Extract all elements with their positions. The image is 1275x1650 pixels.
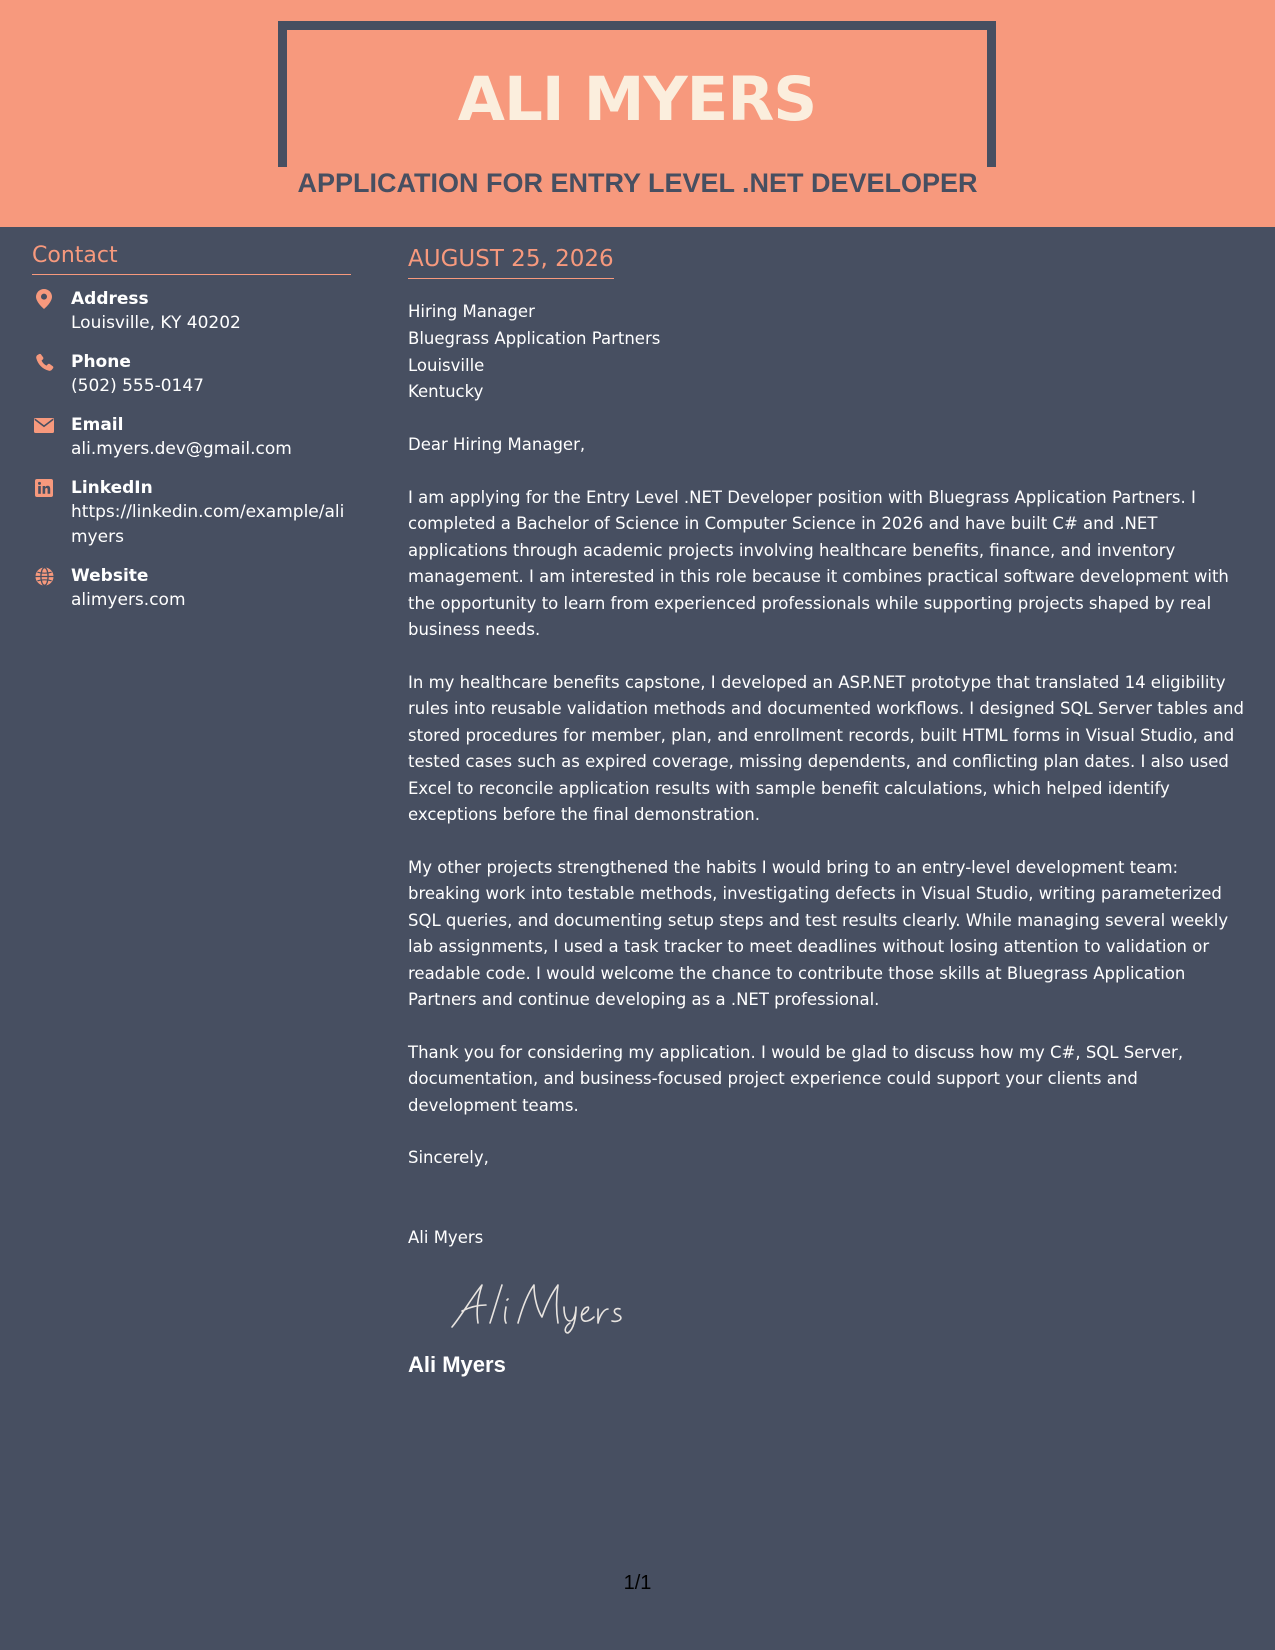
body-paragraph: Thank you for considering my application. I would be glad to discuss how my C#, SQL Server, documentation, and business-focused project experience could support your clients and development teams. — [408, 1042, 1184, 1115]
contact-label: Address — [71, 289, 149, 309]
contact-item-phone — [32, 350, 351, 399]
applicant-name: ALI MYERS — [457, 64, 817, 135]
recipient-block — [408, 299, 1248, 406]
contact-sidebar — [32, 240, 351, 627]
contact-value: (502) 555-0147 — [71, 376, 204, 396]
contact-label: Website — [71, 566, 149, 586]
contact-label: Phone — [71, 352, 131, 372]
letter-body — [408, 242, 1248, 1381]
contact-value: Louisville, KY 40202 — [71, 313, 241, 333]
recipient-line: Kentucky — [408, 382, 484, 402]
recipient-line: Bluegrass Application Partners — [408, 328, 661, 348]
envelope-icon — [33, 413, 55, 437]
job-title: APPLICATION FOR ENTRY LEVEL .NET DEVELOPER — [297, 168, 978, 198]
phone-icon — [33, 350, 55, 374]
body-paragraph: In my healthcare benefits capstone, I developed an ASP.NET prototype that translated 14 eligibility rules into reusable validation methods and documented workflows. I designed SQL Server tables and stored procedures for member, plan, and enrollment records, built HTML forms in Visual Studio, and tested cases such as expired coverage, missing dependents, and conflicting plan dates. I also used Excel to reconcile application results with sample benefit calculations, which helped identify exceptions before the final demonstration. — [408, 672, 1244, 825]
body-paragraph: My other projects strengthened the habits I would bring to an entry-level development team: breaking work into testable methods, investigating defects in Visual Studio, writing parameterized SQL queries, and documenting setup steps and test results clearly. While managing several weekly lab assignments, I used a task tracker to meet deadlines without losing attention to validation or readable code. I would welcome the chance to contribute those skills at Bluegrass Application Partners and continue developing as a .NET professional. — [408, 857, 1229, 1010]
closing: Sincerely, — [408, 1148, 489, 1168]
contact-item-email — [32, 413, 351, 462]
contact-item-address — [32, 287, 351, 336]
letter-date: AUGUST 25, 2026 — [408, 242, 614, 279]
contact-value: ali.myers.dev@gmail.com — [71, 439, 292, 459]
contact-label: LinkedIn — [71, 478, 153, 498]
signature-block-name: Ali Myers — [408, 1352, 506, 1378]
contact-value[interactable]: alimyers.com — [71, 590, 186, 610]
contact-item-linkedin — [32, 476, 351, 550]
recipient-line: Hiring Manager — [408, 302, 535, 321]
salutation: Dear Hiring Manager, — [408, 435, 586, 455]
contact-list — [32, 287, 351, 613]
globe-icon — [33, 564, 55, 588]
linkedin-icon — [33, 476, 55, 500]
handwritten-signature — [448, 1275, 1248, 1335]
contact-heading: Contact — [32, 240, 351, 275]
recipient-line: Louisville — [408, 355, 485, 375]
map-pin-icon — [33, 287, 55, 311]
header-banner — [0, 0, 1275, 227]
page-number: 1/1 — [623, 1572, 652, 1594]
body-paragraph: I am applying for the Entry Level .NET Developer position with Bluegrass Application Partners. I completed a Bachelor of Science in Computer Science in 2026 and have built C# and .NET applications through academic projects involving healthcare benefits, finance, and inventory management. I am interested in this role because it combines practical software development with the opportunity to learn from experienced professionals while supporting projects shaped by real business needs. — [408, 487, 1229, 640]
contact-item-website — [32, 564, 351, 613]
contact-label: Email — [71, 415, 124, 435]
contact-value[interactable]: https://linkedin.com/example/alimyers — [71, 502, 345, 547]
closing-name: Ali Myers — [408, 1227, 484, 1247]
